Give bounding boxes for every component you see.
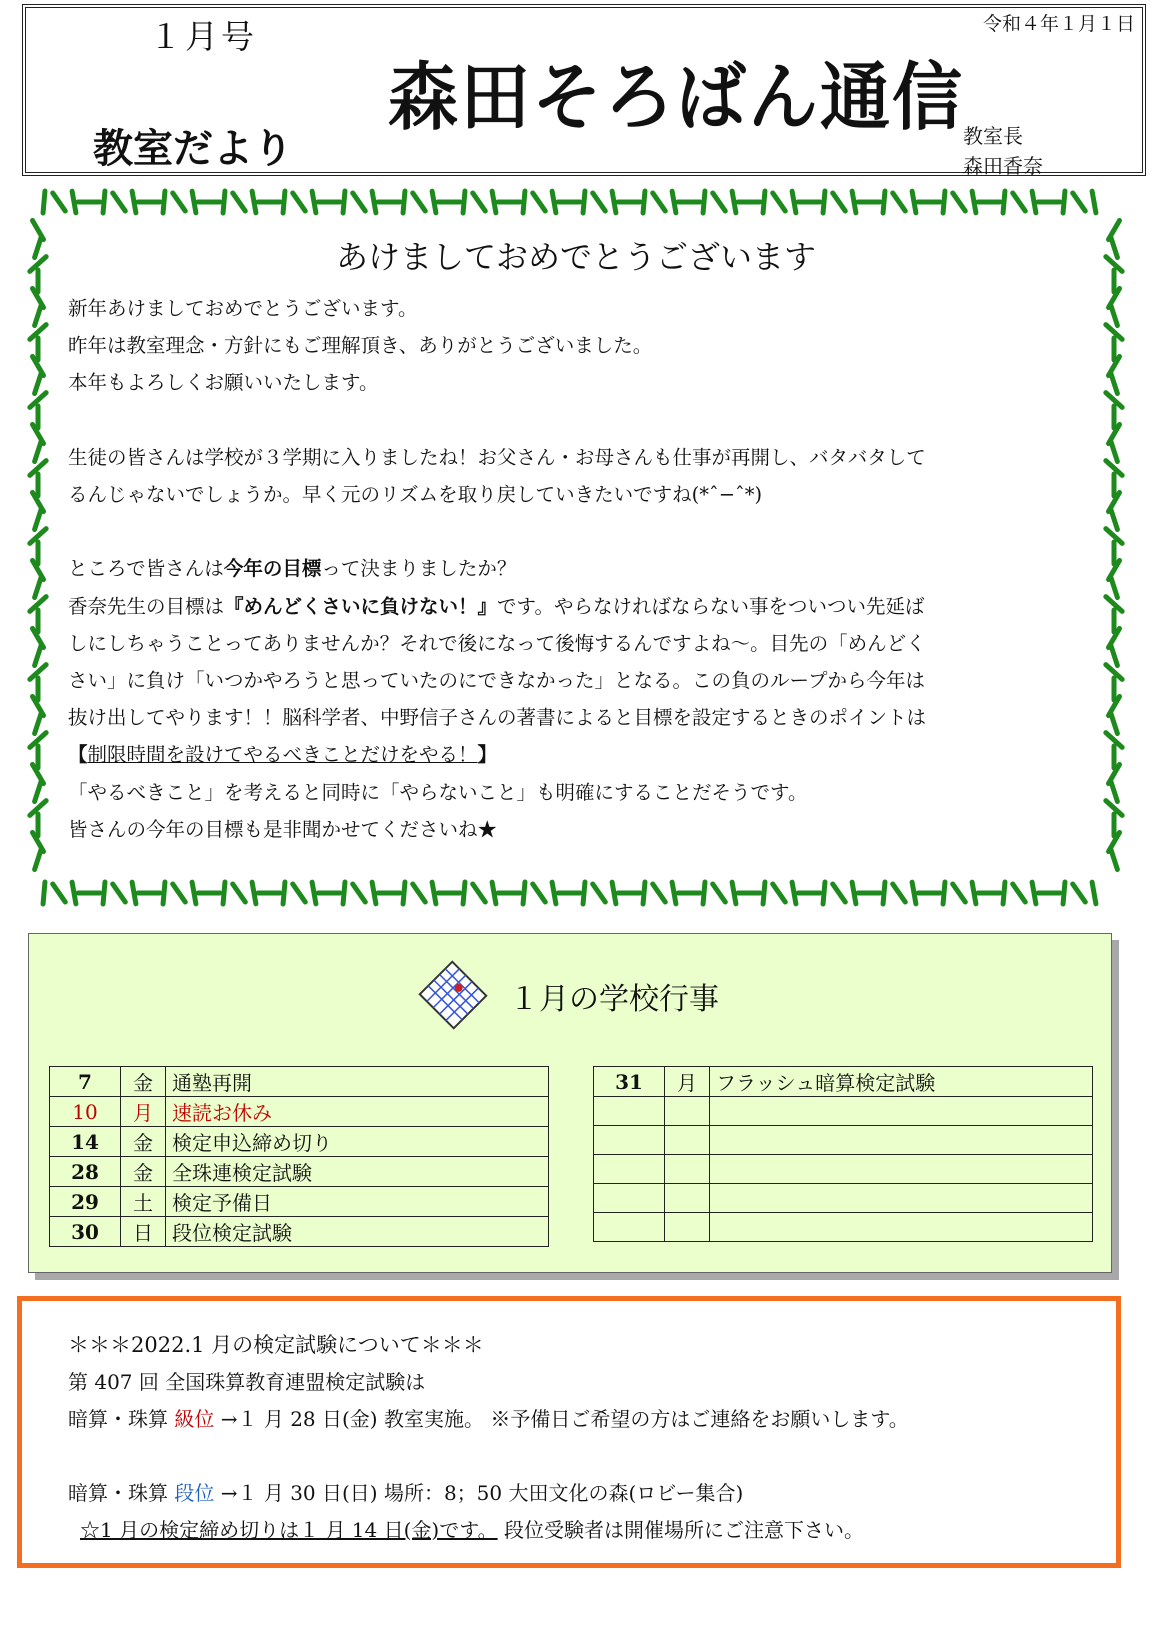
exam-line: ☆1 月の検定締め切りは１ 月 14 日(金)です。 段位受験者は開催場所にご注意下さい。: [80, 1518, 864, 1542]
greeting-title: あけましておめでとうございます: [335, 238, 816, 276]
leader-block: [963, 121, 1043, 181]
newsletter-subtitle: 教室だより: [93, 126, 293, 172]
key-point: 制限時間を設けてやるべきことだけをやる！: [87, 743, 478, 767]
greeting-line: るんじゃないでしょうか。早く元のリズムを取り戻していきたいですね(*ˆ−ˆ*): [68, 483, 763, 506]
table-row: 28 金 全珠連検定試験: [50, 1157, 549, 1187]
greeting-line: 【制限時間を設けてやるべきことだけをやる！】: [68, 743, 498, 767]
greeting-line: 本年もよろしくお願いいたします。: [68, 371, 379, 395]
exam-heading: ＊＊＊2022.1 月の検定試験について＊＊＊: [68, 1333, 484, 1357]
table-row: 31 月 フラッシュ暗算検定試験: [594, 1067, 1093, 1097]
greeting-section: [22, 180, 1130, 915]
table-row: 10 月 速読お休み: [50, 1097, 549, 1127]
greeting-line: 香奈先生の目標は『めんどくさいに負けない！』です。やらなければならない事をついつい先延ば: [68, 594, 925, 618]
events-table-left: [49, 1066, 549, 1247]
exam-line: 暗算・珠算 段位 →１ 月 30 日(日) 場所：8；50 大田文化の森(ロビー集合): [68, 1481, 744, 1505]
greeting-line: 抜け出してやります！！脳科学者、中野信子さんの著書によると目標を設定するときのポイントは: [68, 706, 927, 730]
table-row: [594, 1097, 1093, 1126]
table-row: [594, 1155, 1093, 1184]
newsletter-title: 森田そろばん通信: [388, 54, 964, 141]
exam-line: 第 407 回 全国珠算教育連盟検定試験は: [68, 1370, 426, 1394]
issue-date: 令和４年１月１日: [982, 13, 1135, 35]
exam-info-body: [68, 1327, 909, 1549]
greeting-line: 生徒の皆さんは学校が３学期に入りましたね！お父さん・お母さんも仕事が再開し、バタバタして: [68, 445, 926, 469]
greeting-line: 昨年は教室理念・方針にもご理解頂き、ありがとうございました。: [68, 334, 653, 358]
greeting-line: ところで皆さんは今年の目標って決まりましたか？: [68, 557, 517, 581]
teacher-goal: 『めんどくさいに負けない！』: [224, 594, 498, 618]
greeting-line: しにしちゃうことってありませんか？それで後になって後悔するんですよね～。目先の「めんどく: [68, 631, 926, 655]
table-row: [594, 1213, 1093, 1242]
calendar-icon: [417, 960, 489, 1030]
table-row: 29 土 検定予備日: [50, 1187, 549, 1217]
deadline-note: ☆1 月の検定締め切りは１ 月 14 日(金)です。: [80, 1518, 498, 1542]
leader-role: 教室長: [963, 124, 1023, 148]
greeting-line: 新年あけましておめでとうございます。: [68, 297, 418, 320]
exam-line: 暗算・珠算 級位 →１ 月 28 日(金) 教室実施。 ※予備日ご希望の方はご連絡をお願いします。: [68, 1407, 909, 1431]
table-row: 30 日 段位検定試験: [50, 1217, 549, 1247]
leader-name: 森田香奈: [963, 154, 1043, 178]
events-table-right: [593, 1066, 1093, 1242]
greeting-line: 「やるべきこと」を考えると同時に「やらないこと」も明確にすることだそうです。: [68, 780, 808, 804]
goal-emphasis: 今年の目標: [223, 557, 322, 581]
table-row: 14 金 検定申込締め切り: [50, 1127, 549, 1157]
greeting-body: [68, 290, 1048, 848]
school-events-section: [28, 933, 1112, 1273]
greeting-line: さい」に負け「いつかやろうと思っていたのにできなかった」となる。この負のループから今年は: [68, 669, 926, 692]
table-row: [594, 1184, 1093, 1213]
table-row: [594, 1126, 1093, 1155]
greeting-line: 皆さんの今年の目標も是非聞かせてくださいね★: [68, 817, 498, 841]
dan-label: 段位: [174, 1481, 215, 1505]
events-title: １月の学校行事: [509, 982, 719, 1017]
exam-info-section: [17, 1296, 1121, 1568]
kyu-label: 級位: [174, 1407, 215, 1431]
newsletter-header: [22, 4, 1146, 176]
table-row: 7 金 通塾再開: [50, 1067, 549, 1097]
issue-label: １月号: [149, 17, 257, 56]
